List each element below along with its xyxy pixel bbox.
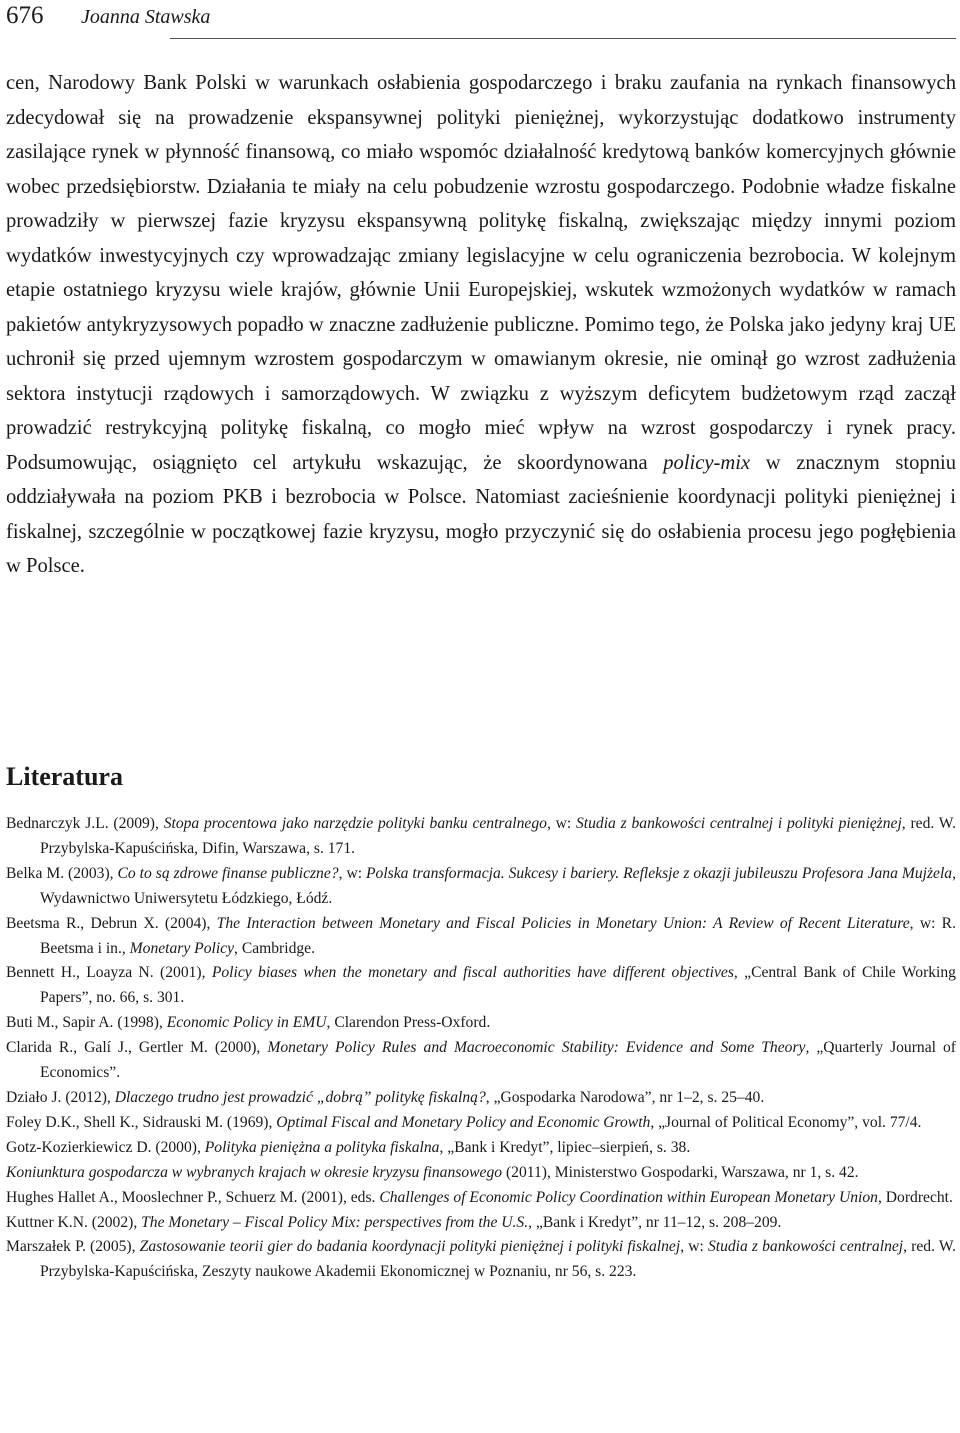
ref-title: Dlaczego trudno jest prowadzić „dobrą” politykę fiskalną?: [114, 1088, 486, 1106]
ref-text: , Clarendon Press-Oxford.: [326, 1014, 491, 1032]
ref-title: Koniunktura gospodarcza w wybranych krajach w okresie kryzysu finansowego: [6, 1163, 503, 1181]
ref-title: Optimal Fiscal and Monetary Policy and Economic Growth: [276, 1113, 651, 1131]
ref-text: Buti M., Sapir A. (1998),: [6, 1014, 167, 1032]
ref-title: Stopa procentowa jako narzędzie polityki banku centralnego: [163, 815, 547, 832]
ref-title: Polska transformacja. Sukcesy i bariery. Refleksje z okazji jubileuszu Profesora Jana Mujżela: [366, 864, 953, 882]
ref-text: , „Journal of Political Economy”, vol. 77/4.: [650, 1113, 922, 1131]
ref-title: Policy biases when the monetary and fiscal authorities have different objectives: [211, 964, 734, 982]
reference-item: [6, 1161, 956, 1186]
reference-item: [6, 862, 956, 912]
reference-item: [6, 961, 956, 1011]
ref-text: (2011), Ministerstwo Gospodarki, Warszawa, nr 1, s. 42.: [502, 1163, 859, 1181]
body-paragraph: [6, 66, 956, 584]
ref-text: Hughes Hallet A., Mooslechner P., Schuerz M. (2001), eds.: [6, 1188, 380, 1206]
ref-text: , w: R. Beetsma i in.,: [40, 914, 956, 957]
ref-text: Marszałek P. (2005),: [6, 1238, 140, 1256]
ref-text: Clarida R., Galí J., Gertler M. (2000),: [6, 1039, 268, 1057]
ref-text: , Wydawnictwo Uniwersytetu Łódzkiego, Łódź.: [40, 864, 956, 907]
body-text-segment: cen, Narodowy Bank Polski w warunkach osłabienia gospodarczego i braku zaufania na rynkach finansowych zdecydował się na prowadzenie ekspansywnej polityki pieniężnej, wykorzystując dodatkowo instrumenty zasilające rynek w płynność finansową, co miało wspomóc działalność kredytową banków komercyjnych głównie wobec przedsiębiorstw. Działania te miały na celu pobudzenie wzrostu gospodarczego. Podobnie władze fiskalne prowadziły w pierwszej fazie kryzysu ekspansywną politykę fiskalną, zwiększając między innymi poziom wydatków inwestycyjnych czy wprowadzając zmiany legislacyjne w celu ograniczenia bezrobocia. W kolejnym etapie ostatniego kryzysu wiele krajów, głównie Unii Europejskiej, wskutek wzmożonych wydatków w ramach pakietów antykryzysowych popadło w znaczne zadłużenie publiczne. Pomimo tego, że Polska jako jedyny kraj UE uchronił się przed ujemnym wzrostem gospodarczym w omawianym okresie, nie ominął go wzrost zadłużenia sektora instytucji rządowych i samorządowych. W związku z wyższym deficytem budżetowym rząd zaczął prowadzić restrykcyjną politykę fiskalną, co mogło mieć wpływ na wzrost gospodarczy i rynek pracy. Podsumowując, osiągnięto cel artykułu wskazując, że skoordynowana: [6, 72, 956, 474]
ref-text: , „Bank i Kredyt”, lipiec–sierpień, s. 38.: [439, 1138, 691, 1156]
ref-title: Studia z bankowości centralnej i polityki pieniężnej: [576, 815, 902, 832]
body-text-segment: w znacznym stopniu oddziaływała na poziom PKB i bezrobocia w Polsce. Natomiast zacieśnienie koordynacji polityki pieniężnej i fiskalnej, szczególnie w początkowej fazie kryzysu, mogło przyczynić się do osłabienia procesu jego pogłębienia w Polsce.: [6, 451, 957, 577]
reference-item: [6, 1086, 956, 1111]
ref-text: Belka M. (2003),: [6, 864, 118, 882]
ref-text: Gotz-Kozierkiewicz D. (2000),: [6, 1138, 205, 1156]
reference-item: [6, 1111, 956, 1136]
ref-text: Działo J. (2012),: [6, 1088, 115, 1106]
ref-text: Bednarczyk J.L. (2009),: [6, 815, 164, 832]
ref-text: Bennett H., Loayza N. (2001),: [6, 964, 212, 982]
ref-text: Foley D.K., Shell K., Sidrauski M. (1969),: [6, 1113, 277, 1131]
reference-list: [6, 812, 956, 1285]
body-text-segment: policy-mix: [663, 451, 751, 474]
running-header: [6, 0, 956, 40]
ref-text: Beetsma R., Debrun X. (2004),: [6, 914, 217, 932]
reference-item: [6, 1136, 956, 1161]
ref-text: , „Quarterly Journal of Economics”.: [40, 1039, 956, 1082]
ref-text: Kuttner K.N. (2002),: [6, 1213, 142, 1231]
ref-text: , red. W. Przybylska-Kapuścińska, Zeszyty naukowe Akademii Ekonomicznej w Poznaniu, nr 56, s. 223.: [40, 1238, 956, 1281]
ref-text: , „Central Bank of Chile Working Papers”, no. 66, s. 301.: [40, 964, 956, 1007]
ref-title: The Interaction between Monetary and Fiscal Policies in Monetary Union: A Review of Recent Literature: [216, 914, 910, 932]
ref-text: , „Gospodarka Narodowa”, nr 1–2, s. 25–40.: [485, 1088, 765, 1106]
section-heading: Literatura: [6, 762, 123, 791]
ref-title: Co to są zdrowe finanse publiczne?: [117, 864, 339, 882]
reference-item: [6, 1186, 956, 1211]
running-author: Joanna Stawska: [81, 6, 211, 28]
reference-item: [6, 912, 956, 962]
ref-title: Challenges of Economic Policy Coordination within European Monetary Union: [379, 1188, 878, 1206]
reference-item: [6, 1036, 956, 1086]
ref-title: Zastosowanie teorii gier do badania koordynacji polityki pieniężnej i polityki fiskalnej: [139, 1238, 681, 1256]
ref-title: The Monetary – Fiscal Policy Mix: perspectives from the U.S.: [141, 1213, 529, 1231]
ref-text: , „Bank i Kredyt”, nr 11–12, s. 208–209.: [528, 1213, 782, 1231]
ref-title: Monetary Policy Rules and Macroeconomic Stability: Evidence and Some Theory: [267, 1039, 806, 1057]
reference-item: [6, 812, 956, 862]
reference-item: [6, 1235, 956, 1285]
ref-text: , w:: [680, 1238, 708, 1256]
ref-text: , Dordrecht.: [877, 1188, 953, 1206]
body-text: [6, 66, 956, 584]
ref-text: , w:: [546, 815, 576, 832]
header-rule: [170, 38, 956, 39]
reference-item: [6, 1011, 956, 1036]
ref-text: , w:: [338, 864, 366, 882]
ref-title: Polityka pieniężna a polityka fiskalna: [204, 1138, 440, 1156]
reference-item: [6, 1211, 956, 1236]
ref-title: Studia z bankowości centralnej: [707, 1238, 904, 1256]
ref-title: Economic Policy in EMU: [166, 1014, 327, 1032]
ref-title: Monetary Policy: [129, 939, 235, 957]
ref-text: , red. W. Przybylska-Kapuścińska, Difin, Warszawa, s. 171.: [40, 815, 956, 857]
page-number: 676: [6, 2, 44, 29]
ref-text: , Cambridge.: [234, 939, 315, 957]
